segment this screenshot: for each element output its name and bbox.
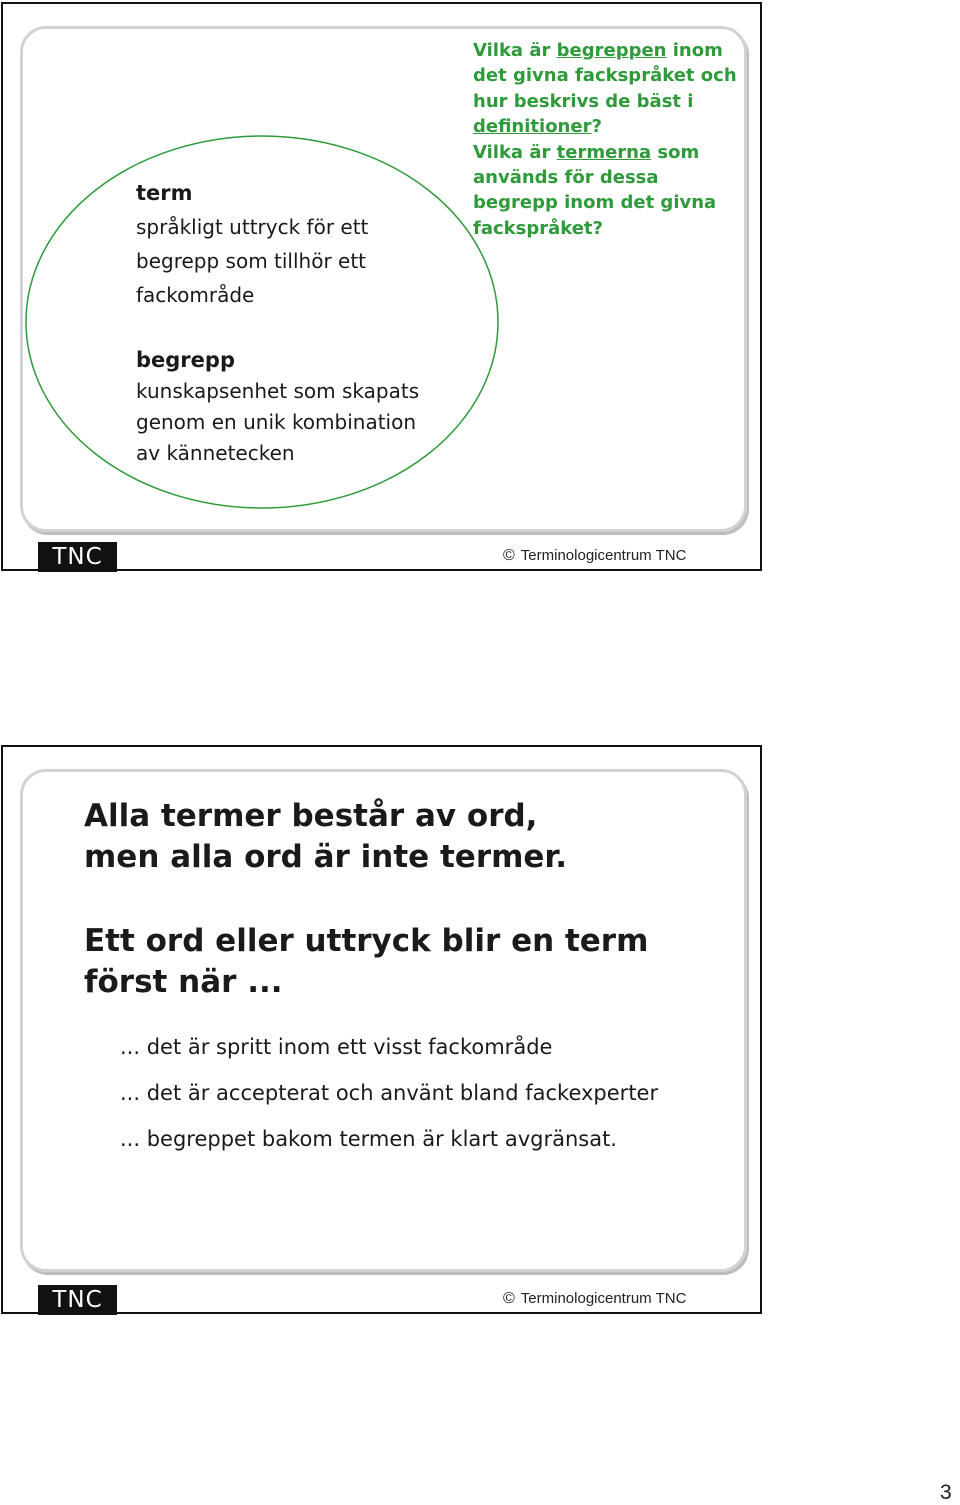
term-line-2: begrepp som tillhör ett xyxy=(136,249,367,273)
list-item: ... det är spritt inom ett visst fackområde xyxy=(120,1035,553,1059)
term-heading: term xyxy=(136,181,193,205)
q1-line-2: det givna fackspråket och xyxy=(473,65,737,87)
copyright-icon: © xyxy=(503,1290,515,1307)
q1-line-3: hur beskrivs de bäst i xyxy=(473,90,694,112)
q1-prefix: Vilka är xyxy=(473,40,557,61)
list-item: ... det är accepterat och använt bland fackexperter xyxy=(120,1081,659,1105)
condition-line-2: först när ... xyxy=(84,964,283,1000)
term-line-1: språkligt uttryck för ett xyxy=(136,215,369,239)
statement-line-1: Alla termer består av ord, xyxy=(84,798,538,834)
q1-rest: inom xyxy=(666,40,723,61)
copyright-text: Terminologicentrum TNC xyxy=(520,1290,687,1307)
begrepp-line-2: genom en unik kombination xyxy=(136,410,417,434)
copyright-notice xyxy=(503,547,686,565)
begrepp-line-1: kunskapsenhet som skapats xyxy=(136,379,420,403)
link-definitioner[interactable]: definitioner xyxy=(473,116,592,138)
begrepp-heading: begrepp xyxy=(136,348,235,372)
slide-1 xyxy=(1,2,762,571)
begrepp-line-3: av kännetecken xyxy=(136,441,295,465)
term-definition xyxy=(136,177,368,312)
statement-line-2: men alla ord är inte termer. xyxy=(84,839,568,875)
copyright-text: Terminologicentrum TNC xyxy=(520,547,687,564)
guiding-questions xyxy=(473,38,758,241)
link-begreppen[interactable]: begreppen xyxy=(556,40,667,61)
list-item: ... begreppet bakom termen är klart avgränsat. xyxy=(120,1127,617,1151)
copyright-notice xyxy=(503,1290,686,1308)
q2-line-4: fackspråket? xyxy=(473,217,603,239)
q2-line-2: används för dessa xyxy=(473,167,659,189)
link-termerna[interactable]: termerna xyxy=(556,141,652,163)
q1-end: ? xyxy=(591,116,602,138)
statement xyxy=(84,796,567,878)
condition-heading xyxy=(84,921,648,1003)
begrepp-definition xyxy=(136,345,419,469)
copyright-icon: © xyxy=(503,547,515,564)
q2-rest: som xyxy=(651,141,700,163)
q2-prefix: Vilka är xyxy=(473,141,557,163)
tnc-logo: TNC xyxy=(38,1285,117,1315)
page-number: 3 xyxy=(940,1481,952,1504)
tnc-logo: TNC xyxy=(38,542,117,572)
condition-list xyxy=(120,1035,658,1173)
q2-line-3: begrepp inom det givna xyxy=(473,192,717,214)
term-line-3: fackområde xyxy=(136,283,255,307)
condition-line-1: Ett ord eller uttryck blir en term xyxy=(84,923,649,959)
